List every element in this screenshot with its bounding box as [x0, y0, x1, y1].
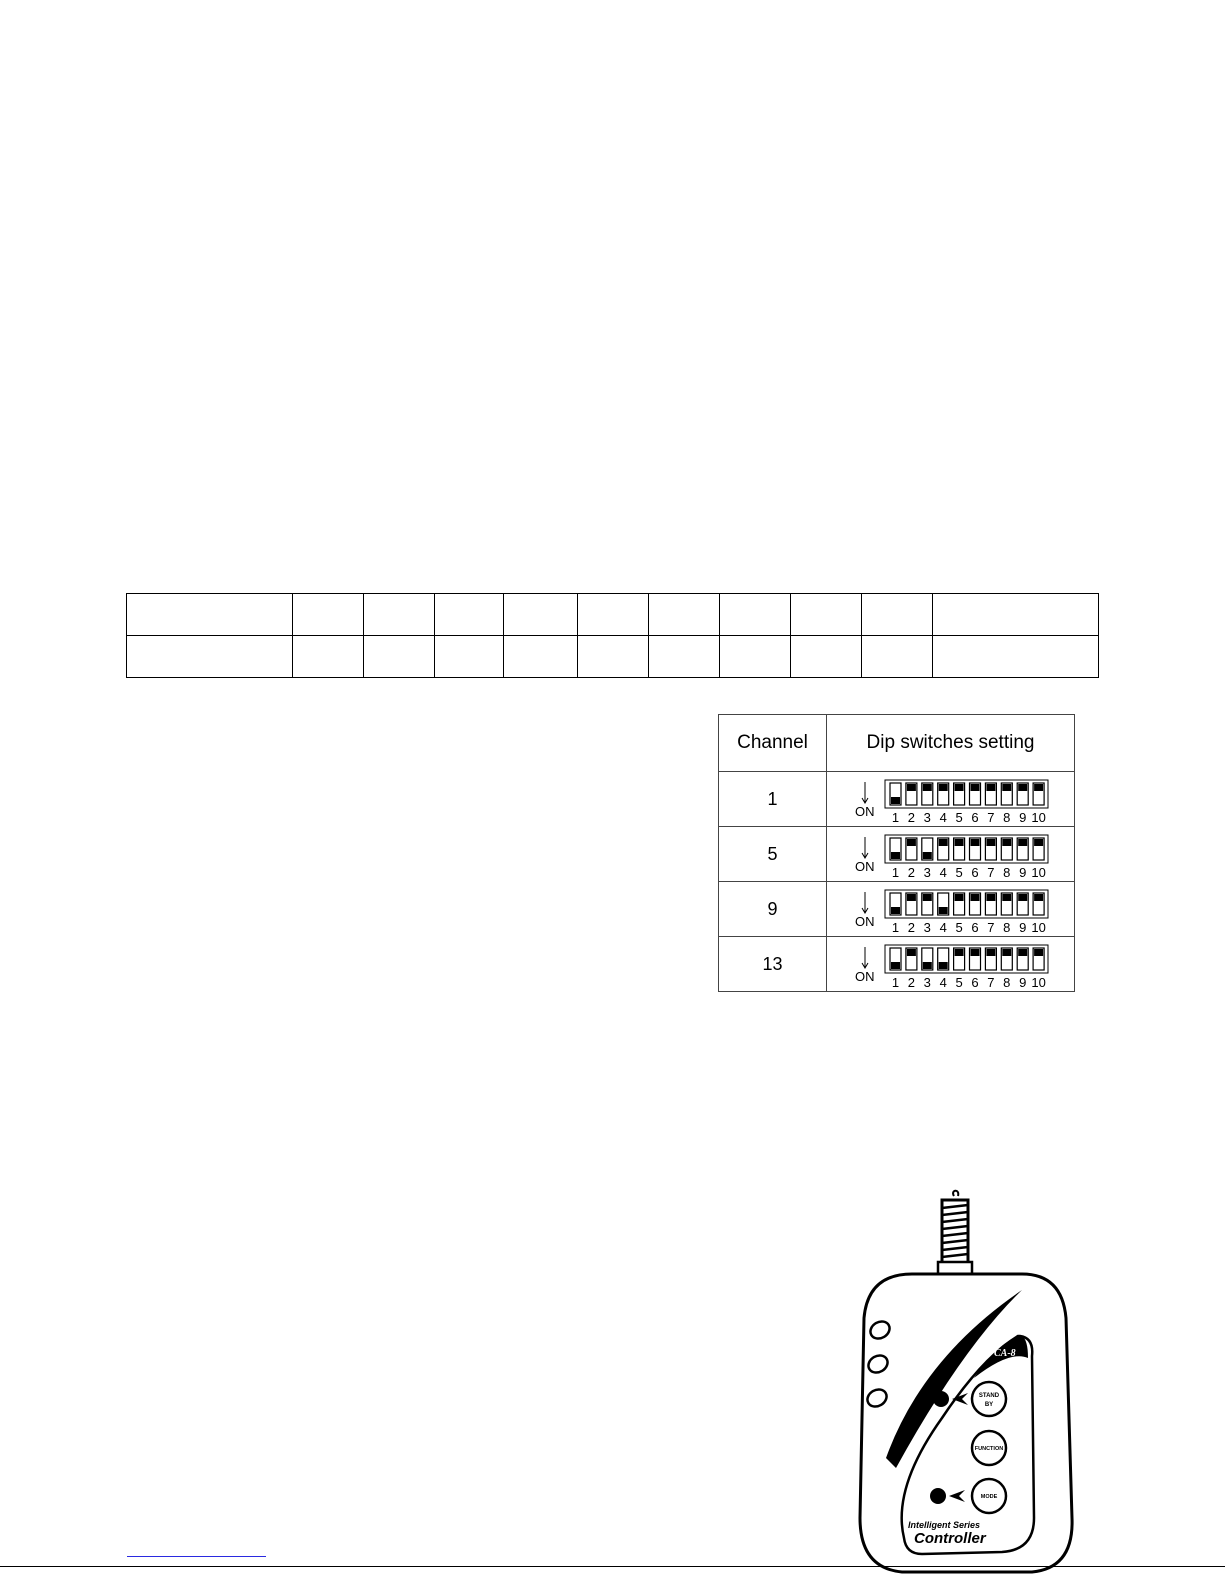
- table-row: [719, 772, 1075, 827]
- table-row: [127, 594, 1099, 636]
- switch-number-4: 4: [939, 975, 947, 990]
- standby-label-line1: STAND: [978, 1393, 1000, 1399]
- grid-cell: [862, 636, 933, 678]
- switch-number-2: 2: [907, 865, 916, 880]
- dip-switch-knob-6: [971, 894, 980, 901]
- switch-number-8: 8: [1003, 920, 1011, 935]
- grid-cell: [127, 594, 293, 636]
- grid-cell: [720, 636, 791, 678]
- dip-switch-knob-5: [955, 839, 964, 846]
- grid-cell: [504, 594, 578, 636]
- dip-switch-bank: [827, 827, 1074, 881]
- dip-switch-knob-3: [923, 852, 932, 859]
- dip-switch-knob-4: [939, 962, 948, 969]
- dip-switch-knob-4: [939, 784, 948, 791]
- grid-cell: [435, 594, 504, 636]
- table-header-row: [719, 715, 1075, 772]
- on-label: ON: [855, 969, 875, 984]
- switch-number-5: 5: [955, 920, 963, 935]
- dip-switch-knob-1: [891, 852, 900, 859]
- grid-cell: [293, 594, 364, 636]
- grid-cell: [720, 594, 791, 636]
- grid-cell: [862, 594, 933, 636]
- dip-switch-bank: [827, 772, 1074, 826]
- model-label: CA-8: [994, 1348, 1016, 1359]
- switch-number-4: 4: [939, 920, 947, 935]
- dip-switch-knob-7: [986, 784, 995, 791]
- grid-cell: [578, 594, 649, 636]
- dip-switch-table: [718, 714, 1075, 992]
- grid-cell: [364, 636, 435, 678]
- function-label: FUNCTION: [974, 1446, 1004, 1452]
- channel-header: Channel: [719, 715, 827, 772]
- grid-cell: [504, 636, 578, 678]
- switch-number-9: 9: [1019, 920, 1027, 935]
- function-button[interactable]: [972, 1431, 1006, 1465]
- dip-switch-cell: [827, 937, 1075, 992]
- switch-number-3: 3: [923, 810, 931, 825]
- grid-cell: [293, 636, 364, 678]
- switch-number-9: 9: [1019, 810, 1027, 825]
- grid-cell: [791, 594, 862, 636]
- standby-button[interactable]: [972, 1382, 1006, 1416]
- switch-number-2: 2: [907, 810, 916, 825]
- dip-switch-knob-9: [1018, 784, 1027, 791]
- dip-switch-knob-2: [907, 949, 916, 956]
- grid-cell: [578, 636, 649, 678]
- dip-switch-knob-10: [1034, 894, 1043, 901]
- dip-switch-knob-8: [1002, 894, 1011, 901]
- on-label: ON: [855, 859, 875, 874]
- table-row: [127, 636, 1099, 678]
- grid-cell: [127, 636, 293, 678]
- dip-switch-knob-9: [1018, 949, 1027, 956]
- channel-cell: 13: [719, 937, 827, 992]
- dip-switch-knob-10: [1034, 839, 1043, 846]
- switch-number-7: 7: [987, 975, 995, 990]
- series-label: Intelligent Series: [908, 1520, 981, 1530]
- switch-number-3: 3: [923, 920, 931, 935]
- mode-label: MODE: [980, 1494, 998, 1500]
- dip-switch-knob-9: [1018, 894, 1027, 901]
- dip-switch-knob-1: [891, 797, 900, 804]
- switch-number-9: 9: [1019, 865, 1027, 880]
- switch-number-5: 5: [955, 865, 963, 880]
- switch-number-10: 10: [1031, 920, 1046, 935]
- dip-switch-knob-6: [971, 839, 980, 846]
- on-label: ON: [855, 914, 875, 929]
- grid-cell: [791, 636, 862, 678]
- dip-switch-knob-2: [907, 839, 916, 846]
- switch-number-5: 5: [955, 810, 963, 825]
- mode-button[interactable]: [972, 1479, 1006, 1513]
- dip-switch-knob-5: [955, 949, 964, 956]
- grid-cell: [649, 594, 720, 636]
- dip-switch-cell: [827, 772, 1075, 827]
- empty-grid-table: [126, 593, 1099, 678]
- dip-switch-knob-3: [923, 894, 932, 901]
- channel-cell: 1: [719, 772, 827, 827]
- switch-number-2: 2: [907, 920, 916, 935]
- switch-number-1: 1: [891, 810, 900, 825]
- dip-switch-knob-4: [939, 907, 948, 914]
- grid-cell: [933, 636, 1099, 678]
- switch-number-1: 1: [891, 920, 900, 935]
- dip-switch-knob-7: [986, 949, 995, 956]
- switch-number-7: 7: [987, 810, 995, 825]
- controller-name: Controller: [914, 1530, 986, 1547]
- switch-number-5: 5: [955, 975, 963, 990]
- switch-number-10: 10: [1031, 810, 1046, 825]
- switch-number-3: 3: [923, 975, 931, 990]
- dip-switch-knob-8: [1002, 839, 1011, 846]
- switch-number-8: 8: [1003, 975, 1011, 990]
- dip-switch-knob-1: [891, 907, 900, 914]
- switch-number-4: 4: [939, 810, 947, 825]
- switch-number-3: 3: [923, 865, 931, 880]
- grid-cell: [649, 636, 720, 678]
- switch-number-8: 8: [1003, 865, 1011, 880]
- dip-switch-knob-6: [971, 949, 980, 956]
- switch-number-4: 4: [939, 865, 947, 880]
- table-row: [719, 827, 1075, 882]
- dip-switch-bank: [827, 937, 1074, 991]
- dip-switch-knob-10: [1034, 949, 1043, 956]
- dip-switch-cell: [827, 882, 1075, 937]
- grid-cell: [933, 594, 1099, 636]
- switch-number-1: 1: [891, 865, 900, 880]
- dip-switch-knob-7: [986, 839, 995, 846]
- controller-illustration: [852, 1188, 1082, 1580]
- switch-number-9: 9: [1019, 975, 1027, 990]
- channel-cell: 9: [719, 882, 827, 937]
- dip-switch-knob-8: [1002, 784, 1011, 791]
- dip-switch-knob-4: [939, 839, 948, 846]
- grid-cell: [364, 594, 435, 636]
- dip-switch-knob-7: [986, 894, 995, 901]
- dip-switch-knob-5: [955, 784, 964, 791]
- switch-number-1: 1: [891, 975, 900, 990]
- dip-switch-bank: [827, 882, 1074, 936]
- grid-cell: [435, 636, 504, 678]
- dip-switch-knob-6: [971, 784, 980, 791]
- switch-number-6: 6: [971, 865, 979, 880]
- dip-switch-knob-1: [891, 962, 900, 969]
- switch-number-10: 10: [1031, 975, 1046, 990]
- dip-switch-knob-2: [907, 784, 916, 791]
- dip-switch-knob-5: [955, 894, 964, 901]
- dip-switch-knob-8: [1002, 949, 1011, 956]
- mode-led: [930, 1488, 946, 1504]
- dip-switch-cell: [827, 827, 1075, 882]
- standby-led: [933, 1391, 949, 1407]
- table-row: [719, 882, 1075, 937]
- switch-number-7: 7: [987, 920, 995, 935]
- channel-cell: 5: [719, 827, 827, 882]
- switch-number-6: 6: [971, 920, 979, 935]
- dip-switch-knob-3: [923, 962, 932, 969]
- table-row: [719, 937, 1075, 992]
- switch-number-7: 7: [987, 865, 995, 880]
- standby-label-line2: BY: [984, 1402, 994, 1408]
- on-label: ON: [855, 804, 875, 819]
- switch-number-2: 2: [907, 975, 916, 990]
- dip-setting-header: Dip switches setting: [827, 715, 1075, 772]
- footer-rule: [0, 1566, 1225, 1567]
- switch-number-10: 10: [1031, 865, 1046, 880]
- dip-switch-knob-9: [1018, 839, 1027, 846]
- dip-switch-knob-2: [907, 894, 916, 901]
- dip-switch-knob-10: [1034, 784, 1043, 791]
- switch-number-6: 6: [971, 975, 979, 990]
- switch-number-6: 6: [971, 810, 979, 825]
- switch-number-8: 8: [1003, 810, 1011, 825]
- dip-switch-knob-3: [923, 784, 932, 791]
- footer-link-underline: [127, 1556, 266, 1557]
